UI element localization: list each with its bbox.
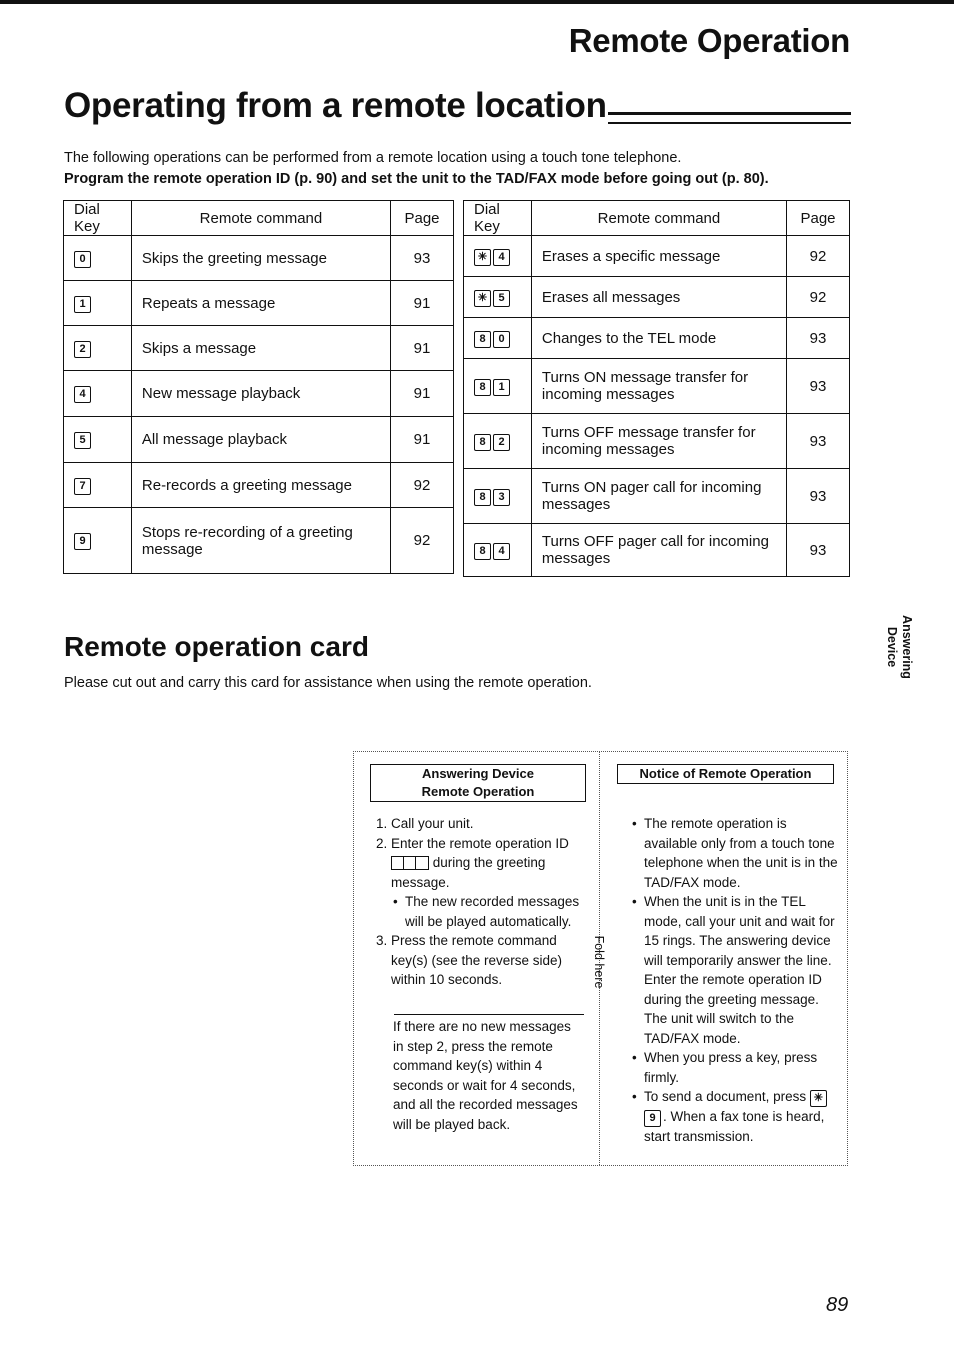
table-row (64, 508, 454, 574)
remote-command-cell: Erases all messages (531, 277, 786, 318)
dial-key-icon: 9 (74, 533, 91, 550)
dial-key-icon: 3 (493, 489, 510, 506)
page-cell: 93 (787, 414, 850, 469)
dial-key-icon: 4 (493, 543, 510, 560)
dial-key-icon: 2 (493, 434, 510, 451)
command-table-left (63, 200, 454, 574)
remote-command-cell: All message playback (131, 417, 390, 463)
remote-command-cell: Turns ON message transfer for incoming messages (531, 359, 786, 414)
remote-command-cell: Re-records a greeting message (131, 463, 390, 508)
remote-command-cell: Erases a specific message (531, 236, 786, 277)
dial-key-icon: 8 (474, 331, 491, 348)
dial-key-icon: 7 (74, 478, 91, 495)
remote-command-cell: Stops re-recording of a greeting message (131, 508, 390, 574)
dial-key-icon: 4 (493, 249, 510, 266)
remote-command-cell: Skips the greeting message (131, 236, 390, 281)
header-page: Page (391, 201, 454, 236)
dial-key-cell (64, 508, 132, 574)
card-left-rule (394, 1014, 584, 1015)
card-left-steps (367, 814, 589, 990)
page-cell: 93 (391, 236, 454, 281)
star-key: ✳ (810, 1090, 827, 1107)
page-cell: 91 (391, 326, 454, 371)
card-note: Please cut out and carry this card for assistance when using the remote operation. (64, 675, 592, 691)
step-2: 2. Enter the remote operation ID during the greeting message. • The new recorded messages will be played automatically. (391, 834, 589, 932)
dial-key-icon: 0 (493, 331, 510, 348)
side-tab-label: Answering Device (885, 615, 914, 679)
dial-key-icon: 8 (474, 379, 491, 396)
header-dial-key: Dial Key (464, 201, 532, 236)
remote-command-cell: Changes to the TEL mode (531, 318, 786, 359)
dial-key-cell (464, 277, 532, 318)
page-cell: 92 (391, 463, 454, 508)
table-row (64, 371, 454, 417)
dial-key-icon: 1 (493, 379, 510, 396)
table-row (464, 469, 850, 524)
dial-key-icon: 8 (474, 489, 491, 506)
top-rule (0, 0, 954, 4)
header-page: Page (787, 201, 850, 236)
fold-label: Fold here (592, 935, 606, 989)
table-header-row (464, 201, 850, 236)
remote-command-cell: Repeats a message (131, 281, 390, 326)
dial-key-icon: 4 (74, 386, 91, 403)
notice-bullet-3: • When you press a key, press firmly. (644, 1048, 842, 1087)
dial-key-icon: 5 (74, 432, 91, 449)
step-1: 1. Call your unit. (391, 814, 589, 834)
card-left-after: If there are no new messages in step 2, press the remote command key(s) within 4 seconds or wait for 4 seconds, and all the recorded messages will be played back. (393, 1019, 578, 1132)
dial-key-cell (464, 524, 532, 577)
command-table-right (463, 200, 850, 577)
header-title: Remote Operation (568, 22, 850, 59)
card-left-title: Answering Device Remote Operation (370, 764, 586, 802)
dial-key-cell (464, 318, 532, 359)
id-entry-boxes (391, 856, 429, 870)
dial-key-icon: 2 (74, 341, 91, 358)
dial-key-cell (64, 417, 132, 463)
dial-key-cell (64, 463, 132, 508)
notice-bullet-2: • When the unit is in the TEL mode, call your unit and wait for 15 rings. The answering device will temporarily answer the line. Enter the remote operation ID during the greeting message. The unit will switch to the TAD/FAX mode. (644, 892, 842, 1048)
notice-bullet-1: • The remote operation is available only from a touch tone telephone when the unit is in the TAD/FAX mode. (644, 814, 842, 892)
side-tab (874, 607, 914, 687)
table-row (464, 318, 850, 359)
dial-key-cell (464, 236, 532, 277)
page-cell: 93 (787, 524, 850, 577)
page-cell: 93 (787, 318, 850, 359)
header-dial-key: Dial Key (64, 201, 132, 236)
table-header-row (64, 201, 454, 236)
card-right-title: Notice of Remote Operation (617, 764, 834, 784)
table-row (464, 359, 850, 414)
remote-command-cell: Turns OFF pager call for incoming messages (531, 524, 786, 577)
dial-key-icon: 8 (474, 434, 491, 451)
table-row (64, 281, 454, 326)
dial-key-cell (464, 359, 532, 414)
dial-key-cell (464, 414, 532, 469)
page-cell: 93 (787, 359, 850, 414)
page-number: 89 (826, 1294, 849, 1316)
key-9: 9 (644, 1110, 661, 1127)
remote-command-cell: New message playback (131, 371, 390, 417)
remote-command-cell: Turns ON pager call for incoming messages (531, 469, 786, 524)
page-cell: 91 (391, 371, 454, 417)
section-title: Operating from a remote location (64, 86, 607, 125)
step-2-bullet: • The new recorded messages will be played automatically. (405, 892, 589, 931)
dial-key-icon: 8 (474, 543, 491, 560)
page-cell: 91 (391, 281, 454, 326)
dial-key-icon: ✳ (474, 249, 491, 266)
table-row (64, 463, 454, 508)
page-cell: 93 (787, 469, 850, 524)
page-cell: 92 (787, 236, 850, 277)
card-right-notes (630, 814, 842, 1147)
intro-line: The following operations can be performed from a remote location using a touch tone telephone. (64, 150, 682, 166)
title-rule (608, 112, 851, 124)
remote-command-cell: Turns OFF message transfer for incoming messages (531, 414, 786, 469)
dial-key-icon: 5 (493, 290, 510, 307)
intro-text (64, 148, 884, 190)
dial-key-cell (64, 281, 132, 326)
step-3: 3. Press the remote command key(s) (see the reverse side) within 10 seconds. (391, 931, 589, 990)
header-remote-command: Remote command (131, 201, 390, 236)
table-row (464, 524, 850, 577)
dial-key-icon: 1 (74, 296, 91, 313)
dial-key-cell (64, 326, 132, 371)
page-cell: 92 (391, 508, 454, 574)
dial-key-icon: 0 (74, 251, 91, 268)
intro-bold-line: Program the remote operation ID (p. 90) and set the unit to the TAD/FAX mode before going out (p. 80). (64, 171, 769, 187)
table-row (64, 326, 454, 371)
table-row (464, 236, 850, 277)
table-row (464, 414, 850, 469)
dial-key-cell (64, 371, 132, 417)
page-cell: 92 (787, 277, 850, 318)
header-remote-command: Remote command (531, 201, 786, 236)
table-row (464, 277, 850, 318)
page-cell: 91 (391, 417, 454, 463)
dial-key-icon: ✳ (474, 290, 491, 307)
table-row (64, 417, 454, 463)
dial-key-cell (64, 236, 132, 281)
dial-key-cell (464, 469, 532, 524)
notice-bullet-4: • To send a document, press ✳9 . When a fax tone is heard, start transmission. (644, 1087, 842, 1147)
table-row (64, 236, 454, 281)
card-section-title: Remote operation card (64, 631, 369, 662)
remote-command-cell: Skips a message (131, 326, 390, 371)
